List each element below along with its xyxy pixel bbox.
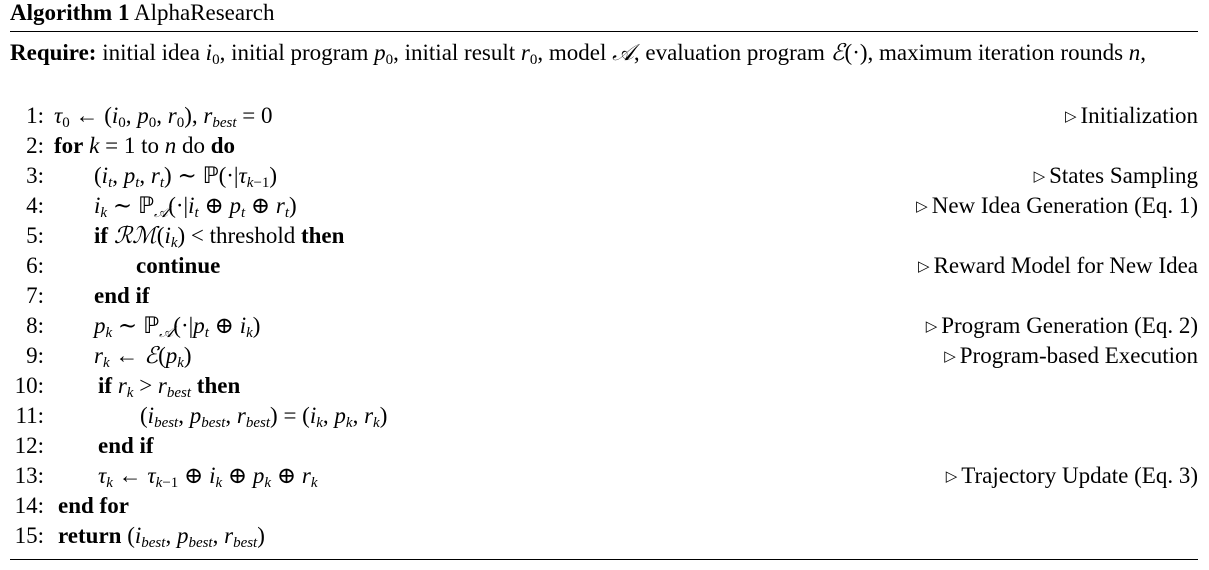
line-code: end if — [98, 433, 154, 458]
line-comment: ▷ Reward Model for New Idea — [918, 253, 1198, 278]
line-comment: ▷ Trajectory Update (Eq. 3) — [945, 463, 1198, 488]
algorithm-line-4 — [10, 191, 1198, 221]
algorithm-name: AlphaResearch — [133, 0, 275, 25]
algorithm-line-6 — [10, 251, 1198, 281]
line-code: continue — [136, 253, 221, 278]
algorithm-line-10 — [10, 371, 1198, 401]
line-comment: ▷ Initialization — [1064, 103, 1198, 128]
triangle-right-icon: ▷ — [944, 349, 956, 365]
line-code: $r_k$ ← $ℰ(p_k)$ — [94, 343, 192, 371]
line-code: $p_k$ ∼ $ℙ_𝒜(\cdot|p_t$ ⊕ $i_k$) — [94, 313, 261, 341]
triangle-right-icon: ▷ — [945, 469, 958, 485]
line-number: 7: — [26, 283, 44, 308]
top-rule — [10, 31, 1198, 32]
line-number: 5: — [26, 223, 44, 248]
algorithm-line-12 — [10, 431, 1198, 461]
line-code: $i_k$ ∼ $ℙ_𝒜(\cdot|i_t$ ⊕ $p_t$ ⊕ $r_t$) — [94, 193, 297, 221]
algorithm-line-1 — [10, 101, 1198, 131]
algorithm-line-2 — [10, 131, 1198, 161]
algorithm-label: Algorithm 1 — [10, 0, 130, 25]
algorithm-block — [10, 0, 1198, 551]
line-number: 10: — [14, 373, 44, 398]
line-number: 11: — [15, 403, 44, 428]
triangle-right-icon: ▷ — [918, 259, 930, 275]
line-code: $\tau_k$ ← $\tau_{k-1}$ ⊕ $i_k$ ⊕ $p_k$ ⊕ $r_k$ — [98, 463, 318, 491]
algorithm-line-11 — [10, 401, 1198, 431]
line-comment: ▷ Program-based Execution — [944, 343, 1198, 368]
require-statement — [10, 38, 1198, 68]
line-number: 3: — [26, 163, 44, 188]
triangle-right-icon: ▷ — [1064, 109, 1077, 125]
line-code: end for — [58, 493, 129, 518]
line-number: 6: — [26, 253, 44, 278]
line-code: if $r_k > r_{best}$ then — [98, 373, 241, 401]
algorithm-line-15 — [10, 521, 1198, 551]
line-number: 2: — [26, 133, 44, 158]
require-label: Require: — [10, 40, 97, 65]
algorithm-line-8 — [10, 311, 1198, 341]
line-number: 14: — [14, 493, 44, 518]
algorithm-line-3 — [10, 161, 1198, 191]
bottom-rule — [10, 559, 1198, 560]
line-comment: ▷ Program Generation (Eq. 2) — [925, 313, 1198, 338]
algorithm-line-14 — [10, 491, 1198, 521]
line-number: 13: — [14, 463, 44, 488]
line-number: 9: — [26, 343, 44, 368]
line-code: ($i_t$, $p_t$, $r_t$) ∼ $ℙ(\cdot|\tau_{k-1})$ — [94, 163, 278, 191]
triangle-right-icon: ▷ — [1033, 169, 1046, 185]
line-code: if $ℛℳ(i_k)$ < threshold then — [94, 223, 345, 251]
algorithm-title — [10, 0, 1198, 30]
line-comment: ▷ New Idea Generation (Eq. 1) — [916, 193, 1198, 218]
algorithm-line-5 — [10, 221, 1198, 251]
algorithm-line-13 — [10, 461, 1198, 491]
line-code: $\tau_0$ ← ($i_0$, $p_0$, $r_0$), $r_{best} = 0$ — [54, 103, 273, 131]
line-code: for k = 1 to n do do — [54, 133, 236, 158]
line-comment: ▷ States Sampling — [1033, 163, 1198, 188]
triangle-right-icon: ▷ — [916, 199, 928, 215]
algorithm-line-9 — [10, 341, 1198, 371]
line-number: 8: — [26, 313, 44, 338]
line-code: return ($i_{best}$, $p_{best}$, $r_{best}$) — [58, 523, 265, 551]
line-number: 15: — [14, 523, 44, 548]
algorithm-line-7 — [10, 281, 1198, 311]
line-code: end if — [94, 283, 150, 308]
line-number: 1: — [26, 103, 44, 128]
triangle-right-icon: ▷ — [925, 319, 938, 335]
line-number: 4: — [26, 193, 44, 218]
line-code: ($i_{best}$, $p_{best}$, $r_{best}) = (i_k$, $p_k$, $r_k$) — [140, 403, 388, 431]
require-text: initial idea $i_0$, initial program $p_0$, initial result $r_0$, model 𝒜, evaluation program ℰ(·), maximum iteration rounds n, — [102, 40, 1147, 68]
line-number: 12: — [14, 433, 44, 458]
